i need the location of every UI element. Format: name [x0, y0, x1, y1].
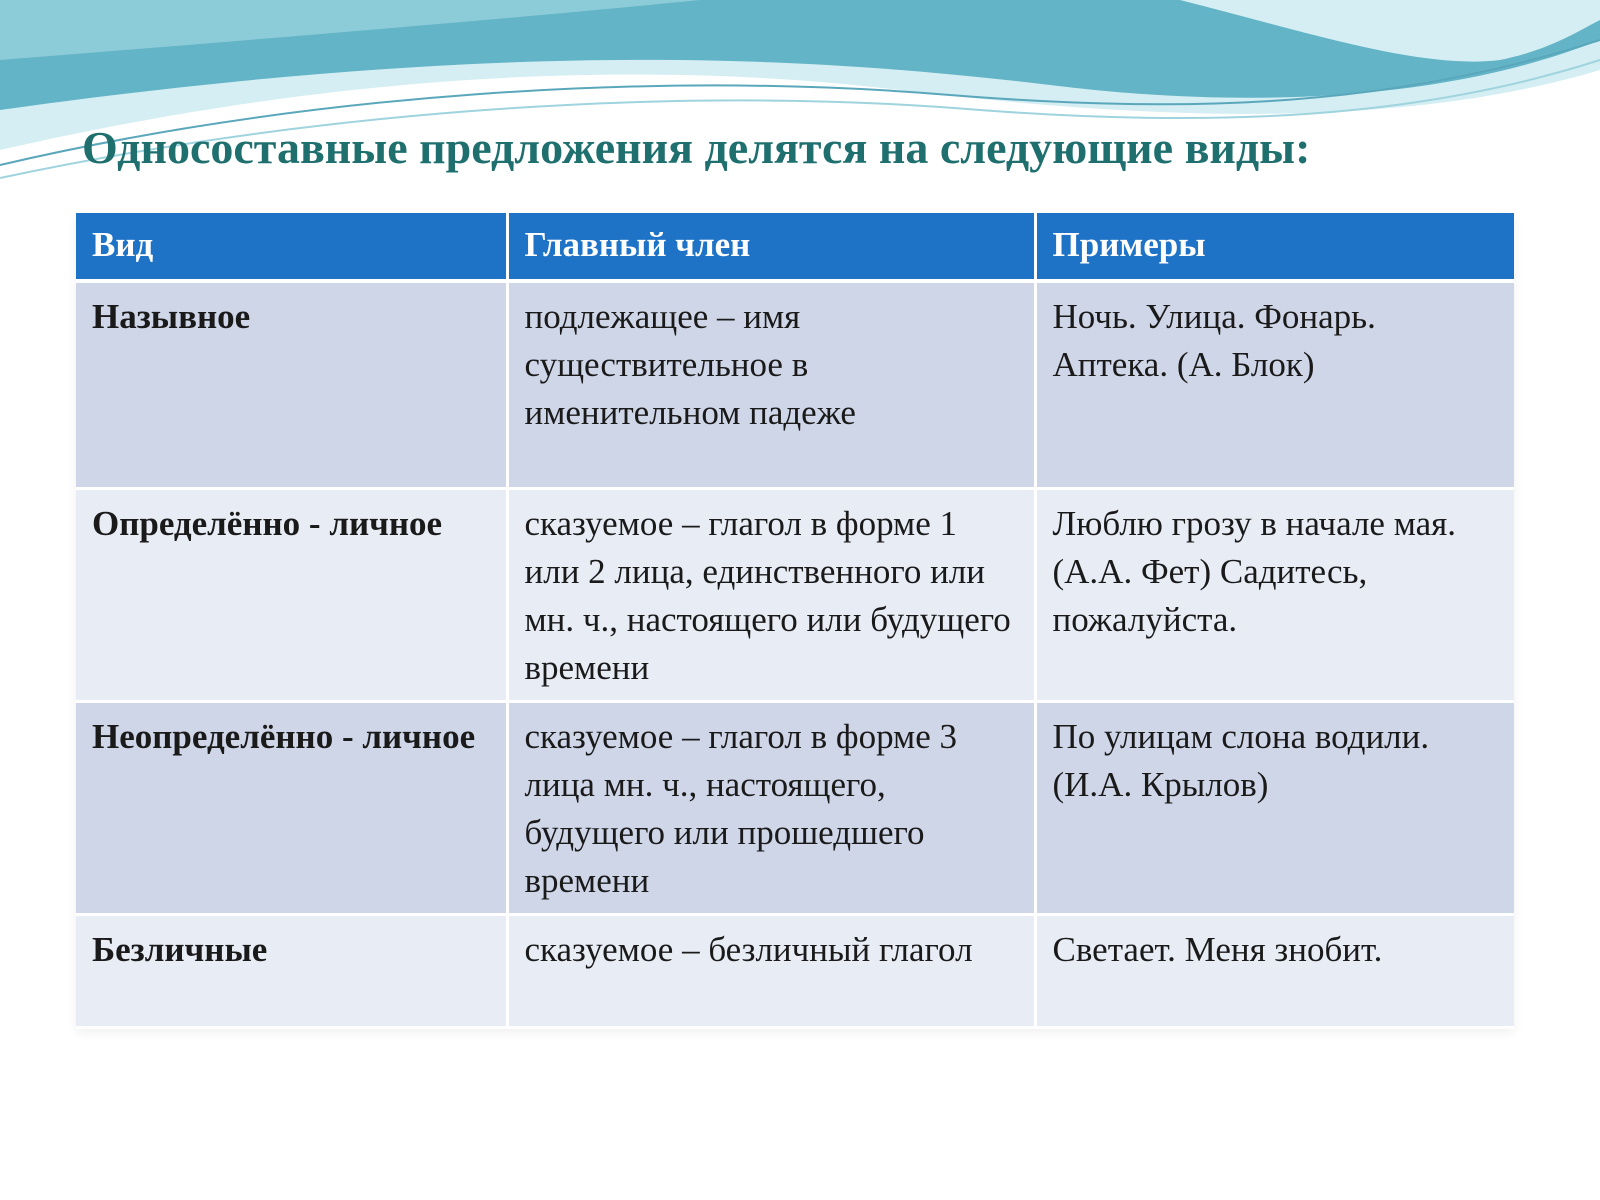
cell-main-member: сказуемое – глагол в форме 1 или 2 лица, единственного или мн. ч., настоящего или будущего времени	[507, 489, 1035, 702]
cell-main-member: сказуемое – глагол в форме 3 лица мн. ч., настоящего, будущего или прошедшего времени	[507, 702, 1035, 915]
table-row	[76, 489, 1514, 702]
cell-main-member: сказуемое – безличный глагол	[507, 915, 1035, 1028]
table-row	[76, 915, 1514, 1028]
cell-examples: Люблю грозу в начале мая. (А.А. Фет) Садитесь, пожалуйста.	[1035, 489, 1514, 702]
cell-examples: Ночь. Улица. Фонарь. Аптека. (А. Блок)	[1035, 281, 1514, 489]
header-examples: Примеры	[1035, 213, 1514, 281]
table	[76, 213, 1514, 1029]
cell-main-member: подлежащее – имя существительное в именительном падеже	[507, 281, 1035, 489]
table-row	[76, 281, 1514, 489]
cell-kind: Назывное	[76, 281, 507, 489]
cell-kind: Определённо - личное	[76, 489, 507, 702]
cell-kind: Безличные	[76, 915, 507, 1028]
header-kind: Вид	[76, 213, 507, 281]
header-main-member: Главный член	[507, 213, 1035, 281]
cell-examples: Светает. Меня знобит.	[1035, 915, 1514, 1028]
cell-kind: Неопределённо - личное	[76, 702, 507, 915]
sentence-types-table	[76, 213, 1514, 1029]
slide-title: Односоставные предложения делятся на следующие виды:	[82, 122, 1311, 173]
table-row	[76, 702, 1514, 915]
table-header-row	[76, 213, 1514, 281]
cell-examples: По улицам слона водили. (И.А. Крылов)	[1035, 702, 1514, 915]
